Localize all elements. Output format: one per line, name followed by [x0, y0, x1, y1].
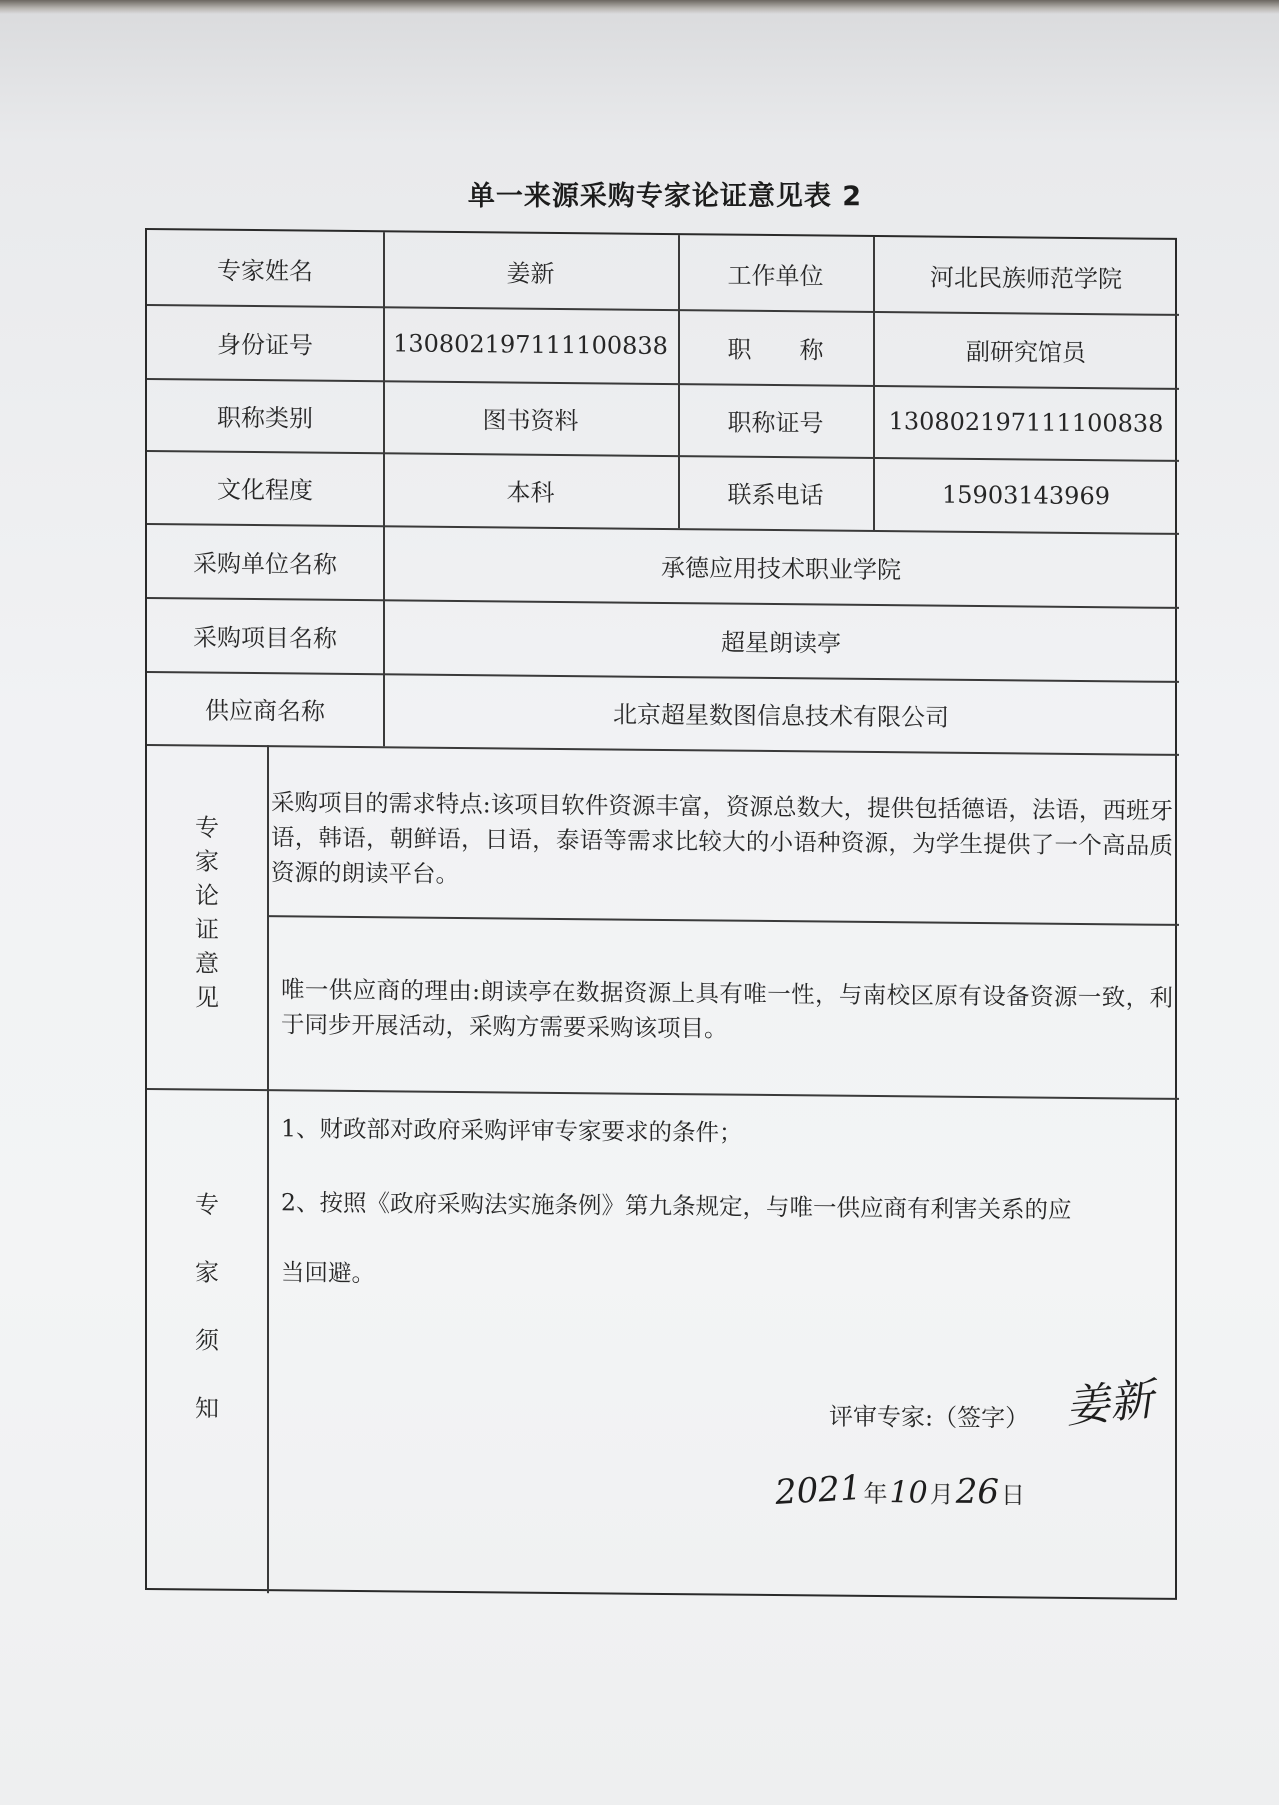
handwritten-signature: 姜新	[1063, 1374, 1156, 1434]
sole-supplier-reason-text: 唯一供应商的理由:朗读亭在数据资源上具有唯一性，与南校区原有设备资源一致，利于同步开展活动，采购方需要采购该项目。	[281, 975, 1173, 1043]
signer-label: 评审专家:（签字）	[829, 1402, 1030, 1433]
value-id-number: 130802197111100838	[393, 329, 668, 361]
label-expert-name: 专家姓名	[217, 256, 313, 286]
value-work-unit: 河北民族师范学院	[930, 263, 1122, 293]
value-phone: 15903143969	[942, 480, 1110, 510]
opinion-section-label: 专 家 论 证 意 见	[195, 813, 219, 1012]
value-supplier: 北京超星数图信息技术有限公司	[613, 700, 949, 732]
notice-item-2-line-1: 2、按照《政府采购法实施条例》第九条规定，与唯一供应商有利害关系的应	[281, 1188, 1072, 1224]
paper-top-edge	[0, 0, 1279, 14]
notice-item-2-line-2: 当回避。	[281, 1258, 375, 1288]
date-month: 10	[889, 1475, 928, 1511]
value-title-category: 图书资料	[482, 405, 579, 435]
value-education: 本科	[506, 478, 555, 507]
demand-characteristics-text: 采购项目的需求特点:该项目软件资源丰富，资源总数大，提供包括德语，法语，西班牙语，韩语，朝鲜语，日语，泰语等需求比较大的小语种资源，为学生提供了一个高品质资源的朗读平台。	[271, 788, 1173, 889]
expert-opinion-form	[145, 228, 1177, 1600]
value-expert-name: 姜新	[506, 258, 555, 288]
label-supplier: 供应商名称	[205, 696, 325, 726]
notice-section-label: 专 家 须 知	[195, 1190, 219, 1423]
label-phone: 联系电话	[727, 480, 824, 510]
label-work-unit: 工作单位	[727, 261, 824, 291]
value-purchaser: 承德应用技术职业学院	[661, 553, 901, 584]
label-title-category: 职称类别	[217, 403, 313, 433]
notice-item-1: 1、财政部对政府采购评审专家要求的条件；	[281, 1114, 743, 1147]
value-title: 副研究馆员	[966, 337, 1086, 367]
date-year: 2021	[773, 1467, 863, 1514]
label-project-name: 采购项目名称	[193, 622, 337, 653]
date-day: 26	[955, 1471, 999, 1513]
label-title: 职 称	[727, 335, 824, 365]
label-purchaser: 采购单位名称	[193, 548, 337, 579]
value-certificate-number: 130802197111100838	[888, 407, 1164, 438]
date-month-unit: 月	[929, 1480, 954, 1509]
label-certificate-number: 职称证号	[727, 408, 824, 438]
date-year-unit: 年	[863, 1479, 888, 1509]
value-project-name: 超星朗读亭	[721, 628, 841, 658]
form-title: 单一来源采购专家论证意见表 2	[467, 181, 863, 212]
label-education: 文化程度	[217, 475, 313, 505]
signing-date	[773, 1467, 1025, 1522]
date-day-unit: 日	[1000, 1481, 1025, 1510]
label-id-number: 身份证号	[217, 330, 313, 360]
